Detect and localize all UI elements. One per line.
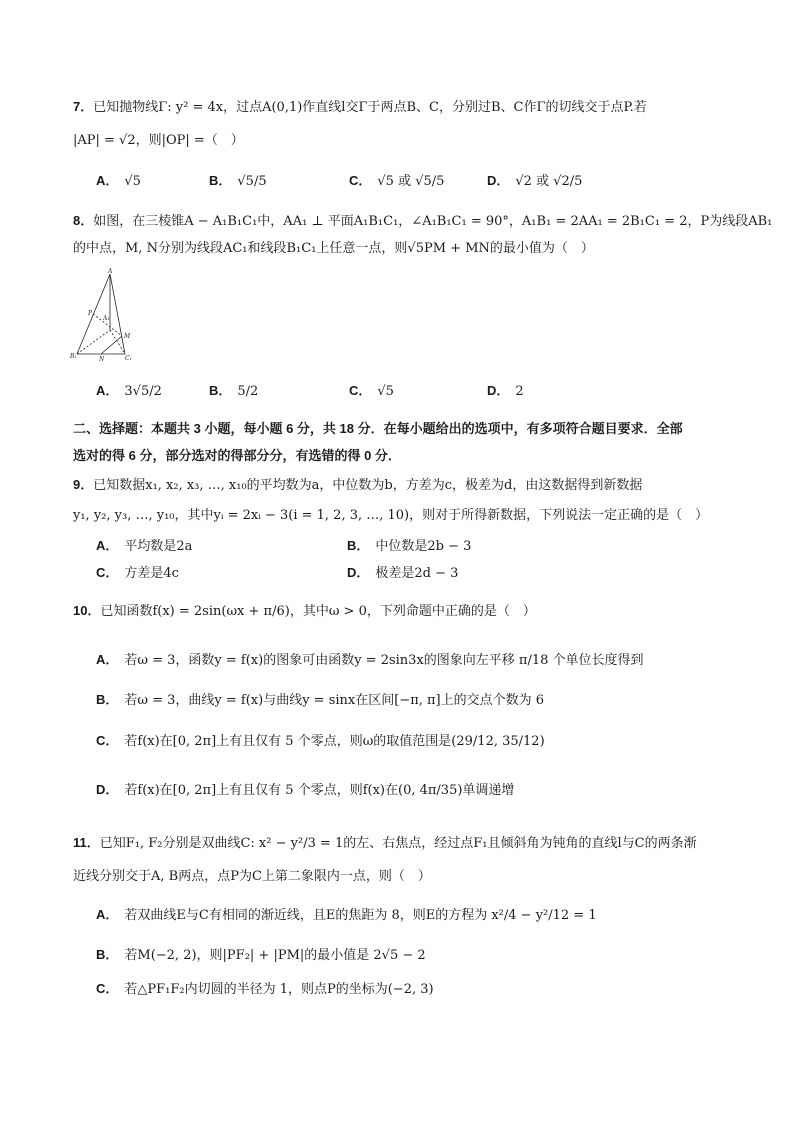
q10-option-c[interactable]: C． 若f(x)在[0, 2π]上有且仅有 5 个零点，则ω的取值范围是(29/12, 35/12) [96,733,545,749]
q7-option-d[interactable]: D． √2 或 √2/5 [487,173,583,189]
q8-option-b[interactable]: B． 5/2 [209,383,259,399]
q11-number: 11． [73,835,100,850]
q10-option-b[interactable]: B． 若ω = 3，曲线y = f(x)与曲线y = sinx在区间[−π, π]上的交点个数为 6 [96,692,545,708]
section2-heading-line1: 二、选择题：本题共 3 小题，每小题 6 分，共 18 分．在每小题给出的选项中，有多项符合题目要求．全部 [73,421,683,436]
q9-option-a[interactable]: A． 平均数是2a [96,538,193,554]
q8-pyramid-diagram [70,268,140,364]
label-A1: A₁ [103,315,110,322]
q8-stem-line1: 8．如图，在三棱锥A − A₁B₁C₁中，AA₁ ⊥ 平面A₁B₁C₁，∠A₁B₁C₁ = 90°，A₁B₁ = 2AA₁ = 2B₁C₁ = 2，P为线段AB₁ [73,213,773,229]
q9-stem-line1: 9．已知数据x₁, x₂, x₃, …, x₁₀的平均数为a，中位数为b，方差为c，极差为d，由这数据得到新数据 [73,477,643,493]
q10-stem: 10．已知函数f(x) = 2sin(ωx + π/6)，其中ω > 0，下列命题中正确的是（ ） [73,603,536,619]
q8-stem-line2: 的中点，M, N分别为线段AC₁和线段B₁C₁上任意一点，则√5PM + MN的最小值为（ ） [73,241,594,256]
section2-heading-line2: 选对的得 6 分，部分选对的得部分分，有选错的得 0 分． [73,448,401,463]
q8-option-d[interactable]: D． 2 [487,383,524,399]
q11-option-a[interactable]: A． 若双曲线E与C有相同的渐近线，且E的焦距为 8，则E的方程为 x²/4 − y²/12 = 1 [96,907,597,923]
q11-option-c[interactable]: C． 若△PF₁F₂内切圆的半径为 1，则点P的坐标为(−2, 3) [96,981,434,997]
label-B1: B₁ [70,353,77,360]
q9-option-b[interactable]: B． 中位数是2b − 3 [347,538,472,554]
q11-stem-line2: 近线分别交于A, B两点，点P为C上第二象限内一点，则（ ） [73,869,431,884]
q9-option-c[interactable]: C． 方差是4c [96,565,179,581]
label-C1: C₁ [125,355,132,362]
label-M: M [124,333,131,340]
q7-stem-line2: |AP| = √2，则|OP| =（ ） [73,133,244,148]
label-A: A [108,268,113,275]
q7-number: 7． [73,99,94,114]
q9-option-d[interactable]: D． 极差是2d − 3 [347,565,459,581]
q7-option-c[interactable]: C． √5 或 √5/5 [349,173,445,189]
q8-option-a[interactable]: A． 3√5/2 [96,383,162,399]
q10-option-d[interactable]: D． 若f(x)在[0, 2π]上有且仅有 5 个零点，则f(x)在(0, 4π/35)单调递增 [96,782,515,798]
q10-number: 10． [73,603,101,618]
label-P: P [88,310,93,317]
q9-stem-line2: y₁, y₂, y₃, …, y₁₀，其中yᵢ = 2xᵢ − 3(i = 1, 2, 3, …, 10)，则对于所得新数据，下列说法一定正确的是（ ） [73,508,709,523]
q7-stem-line1: 7．已知抛物线Γ: y² = 4x，过点A(0,1)作直线l交Γ于两点B、C，分别过B、C作Γ的切线交于点P.若 [73,99,647,115]
label-N: N [99,356,105,363]
q8-option-c[interactable]: C． √5 [349,383,394,399]
q11-option-b[interactable]: B． 若M(−2, 2)，则|PF₂| + |PM|的最小值是 2√5 − 2 [96,947,426,963]
q11-stem-line1: 11．已知F₁, F₂分别是双曲线C: x² − y²/3 = 1的左、右焦点，经过点F₁且倾斜角为钝角的直线l与C的两条渐 [73,835,697,851]
q7-option-b[interactable]: B． √5/5 [209,173,267,189]
q10-option-a[interactable]: A． 若ω = 3，函数y = f(x)的图象可由函数y = 2sin3x的图象向左平移 π/18 个单位长度得到 [96,652,644,668]
q7-option-a[interactable]: A． √5 [96,173,141,189]
q9-number: 9． [73,477,94,492]
q8-number: 8． [73,213,94,228]
